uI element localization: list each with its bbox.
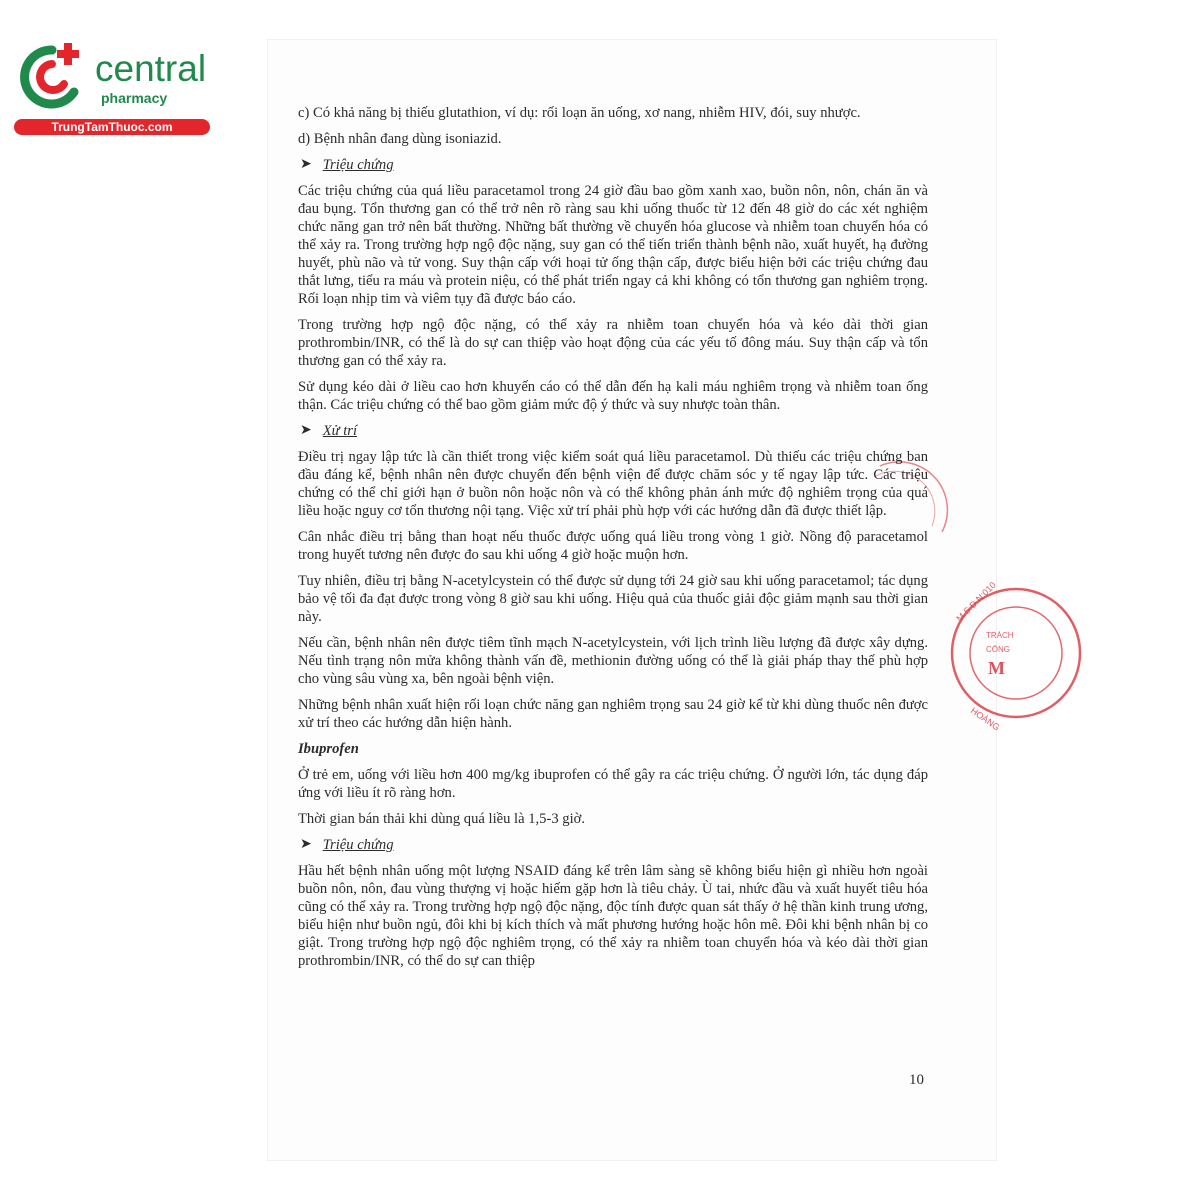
paragraph: Sử dụng kéo dài ở liều cao hơn khuyến cáo có thể dẫn đến hạ kali máu nghiêm trọng và nhiễm toan ống thận. Các triệu chứng có thể bao gồm giảm mức độ ý thức và suy nhược toàn thân.	[298, 379, 928, 413]
paragraph: Trong trường hợp ngộ độc nặng, có thể xảy ra nhiễm toan chuyển hóa và kéo dài thời gian prothrombin/INR, có thể là do sự can thiệp vào hoạt động của các yếu tố đông máu. Suy thận cấp và tổn thương gan có thể xảy ra.	[298, 317, 928, 369]
svg-text:HOÀNG: HOÀNG	[968, 705, 1002, 733]
svg-text:M.S.D.N:010: M.S.D.N:010	[954, 579, 998, 624]
paragraph: Tuy nhiên, điều trị bằng N-acetylcystein có thể được sử dụng tới 24 giờ sau khi uống paracetamol; tác dụng bảo vệ tối đa đạt được trong vòng 8 giờ sau khi uống. Hiệu quả của thuốc giải độc giảm mạnh sau thời gian này.	[298, 573, 928, 625]
logo-url[interactable]: TrungTamThuoc.com	[14, 119, 210, 135]
company-seal-stamp	[948, 579, 1014, 733]
section-heading	[298, 422, 928, 440]
section-heading	[298, 156, 928, 174]
logo-name: central	[95, 48, 207, 89]
heading-label: Triệu chứng	[322, 837, 394, 853]
svg-text:M: M	[988, 658, 1005, 678]
paragraph: d) Bệnh nhân đang dùng isoniazid.	[298, 131, 502, 147]
heading-label: Xử trí	[322, 423, 358, 439]
paragraph: Ở trẻ em, uống với liều hơn 400 mg/kg ibuprofen có thể gây ra các triệu chứng. Ở người lớn, tác dụng đáp ứng với liều ít rõ ràng hơn.	[298, 767, 928, 801]
paragraph: c) Có khả năng bị thiếu glutathion, ví dụ: rối loạn ăn uống, xơ nang, nhiễm HIV, đói, suy nhược.	[298, 105, 861, 121]
svg-text:TRÁCH: TRÁCH	[986, 631, 1014, 640]
paragraph: Điều trị ngay lập tức là cần thiết trong việc kiểm soát quá liều paracetamol. Dù thiếu các triệu chứng ban đầu đáng kể, bệnh nhân nên được chuyển đến bệnh viện để được chăm sóc y tế ngay lập tức. Các triệu chứng có thể chỉ giới hạn ở buồn nôn hoặc nôn và có thể không phản ánh mức độ nghiêm trọng của quá liều hoặc nguy cơ tổn thương nội tạng. Việc xử trí phải phù hợp với các hướng dẫn đã được thiết lập.	[298, 449, 928, 519]
bullet-arrow-icon: ➤	[300, 837, 312, 852]
paragraph: Cân nhắc điều trị bằng than hoạt nếu thuốc được uống quá liều trong vòng 1 giờ. Nồng độ paracetamol trong huyết tương nên được đo sau khi uống 4 giờ hoặc muộn hơn.	[298, 529, 928, 563]
heading-label: Triệu chứng	[322, 157, 394, 173]
page-number: 10	[909, 1072, 924, 1088]
logo-subtitle: pharmacy	[101, 90, 168, 106]
section-heading	[298, 836, 928, 854]
document-body	[298, 104, 928, 978]
drug-heading: Ibuprofen	[298, 741, 359, 757]
paragraph: Hầu hết bệnh nhân uống một lượng NSAID đáng kể trên lâm sàng sẽ không biểu hiện gì nhiều hơn ngoài buồn nôn, nôn, đau vùng thượng vị hoặc hiếm gặp hơn là tiêu chảy. Ù tai, nhức đầu và xuất huyết tiêu hóa cũng có thể xảy ra. Trong trường hợp ngộ độc nặng, độc tính được quan sát thấy ở hệ thần kinh trung ương, biểu hiện như buồn ngủ, đôi khi bị kích thích và mất phương hướng hoặc hôn mê. Đôi khi bệnh nhân bị co giật. Trong trường hợp ngộ độc nghiêm trọng, có thể xảy ra nhiễm toan chuyển hóa và kéo dài thời gian prothrombin/INR, có thể do sự can thiệp	[298, 863, 928, 969]
paragraph: Nếu cần, bệnh nhân nên được tiêm tĩnh mạch N-acetylcystein, với lịch trình liều lượng đã được xây dựng. Nếu tình trạng nôn mửa không thành vấn đề, methionin đường uống có thể là giải pháp thay thế phù hợp cho vùng sâu vùng xa, bên ngoài bệnh viện.	[298, 635, 928, 687]
central-pharmacy-logo[interactable]	[12, 40, 217, 136]
logo-mark-icon	[12, 40, 92, 112]
bullet-arrow-icon: ➤	[300, 423, 312, 438]
svg-text:CÔNG: CÔNG	[986, 645, 1010, 654]
paragraph: Thời gian bán thải khi dùng quá liều là 1,5-3 giờ.	[298, 811, 585, 827]
paragraph: Những bệnh nhân xuất hiện rối loạn chức năng gan nghiêm trọng sau 24 giờ kể từ khi dùng thuốc nên được xử trí theo các hướng dẫn hiện hành.	[298, 697, 928, 731]
paragraph: Các triệu chứng của quá liều paracetamol trong 24 giờ đầu bao gồm xanh xao, buồn nôn, nôn, chán ăn và đau bụng. Tổn thương gan có thể trở nên rõ ràng sau khi uống thuốc từ 12 đến 48 giờ do các xét nghiệm chức năng gan trở nên bất thường. Những bất thường về chuyển hóa glucose và nhiễm toan chuyển hóa có thể xảy ra. Trong trường hợp ngộ độc nặng, suy gan có thể tiến triển thành bệnh não, xuất huyết, hạ đường huyết, phù não và tử vong. Suy thận cấp với hoại tử ống thận cấp, được biểu hiện bởi các triệu chứng đau thắt lưng, tiểu ra máu và protein niệu, có thể phát triển ngay cả khi không có tổn thương gan nghiêm trọng. Rối loạn nhịp tim và viêm tụy đã được báo cáo.	[298, 183, 928, 307]
bullet-arrow-icon: ➤	[300, 157, 312, 172]
